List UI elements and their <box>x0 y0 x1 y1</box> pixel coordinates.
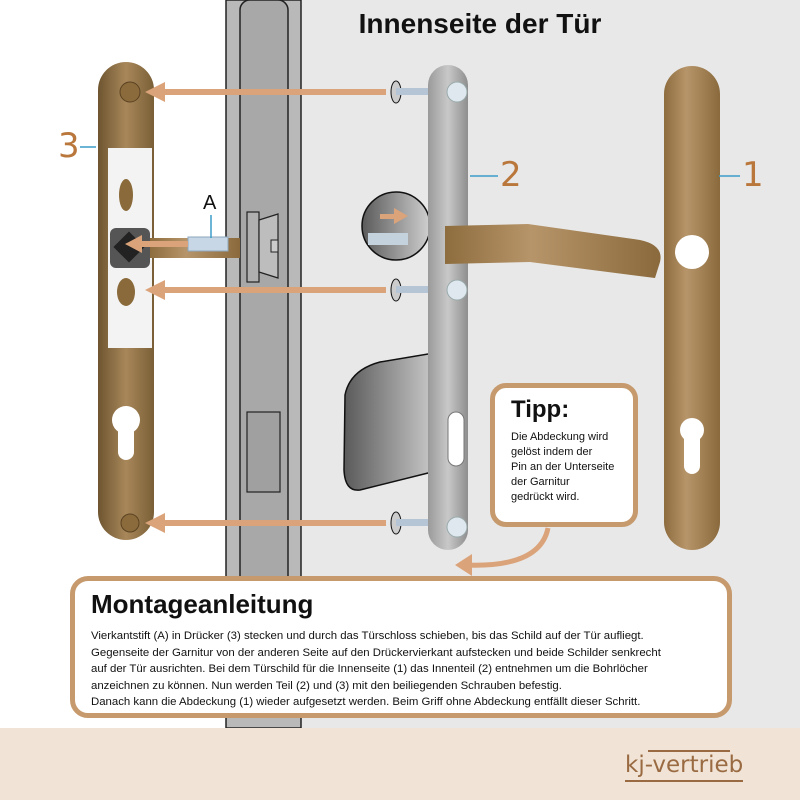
tip-line: gelöst indem der <box>511 446 593 458</box>
cover-shape-icon <box>344 352 440 490</box>
instruction-line: Danach kann die Abdeckung (1) wieder aufgesetzt werden. Beim Griff ohne Abdeckung entfällt dieser Schritt. <box>91 696 641 708</box>
instruction-line: anzeichnen zu können. Nun werden Teil (2) und (3) mit den beiliegenden Schrauben befestig. <box>91 679 562 692</box>
pin-label-a: A <box>203 192 217 214</box>
detail-magnifier-icon <box>362 192 430 260</box>
tip-arrow <box>465 528 548 565</box>
instruction-line: Vierkantstift (A) in Drücker (3) stecken und durch das Türschloss schieben, bis das Schild auf der Tür aufliegt. <box>91 630 644 642</box>
outer-plate-3-icon <box>98 62 154 540</box>
door-handle-icon <box>445 224 661 278</box>
brand-logo: kj-vertrieb <box>625 752 743 782</box>
tip-box <box>490 383 638 527</box>
instruction-line: auf der Tür ausrichten. Bei dem Türschild für die Innenseite (1) das Innenteil (2) entnehmen um die Bohrlöcher <box>91 663 648 675</box>
inner-plate-2-icon <box>428 65 468 550</box>
tip-line: gedrückt wird. <box>511 491 580 503</box>
tip-heading: Tipp: <box>511 396 570 423</box>
tip-line: Pin an der Unterseite <box>511 461 615 473</box>
part-label-1: 1 <box>742 155 764 195</box>
tip-line: der Garnitur <box>511 476 570 488</box>
tip-line: Die Abdeckung wird <box>511 431 609 443</box>
page-title: Innenseite der Tür <box>358 8 602 39</box>
part-label-2: 2 <box>500 155 522 195</box>
instructions-box <box>70 576 732 718</box>
instructions-heading: Montageanleitung <box>91 589 314 619</box>
instruction-line: Gegenseite der Garnitur von der anderen Seite auf den Drückervierkant aufstecken und beide Schilder senkrecht <box>91 646 661 659</box>
tip-text <box>511 430 621 505</box>
cover-plate-1-icon <box>664 66 720 550</box>
part-label-3: 3 <box>58 126 80 166</box>
